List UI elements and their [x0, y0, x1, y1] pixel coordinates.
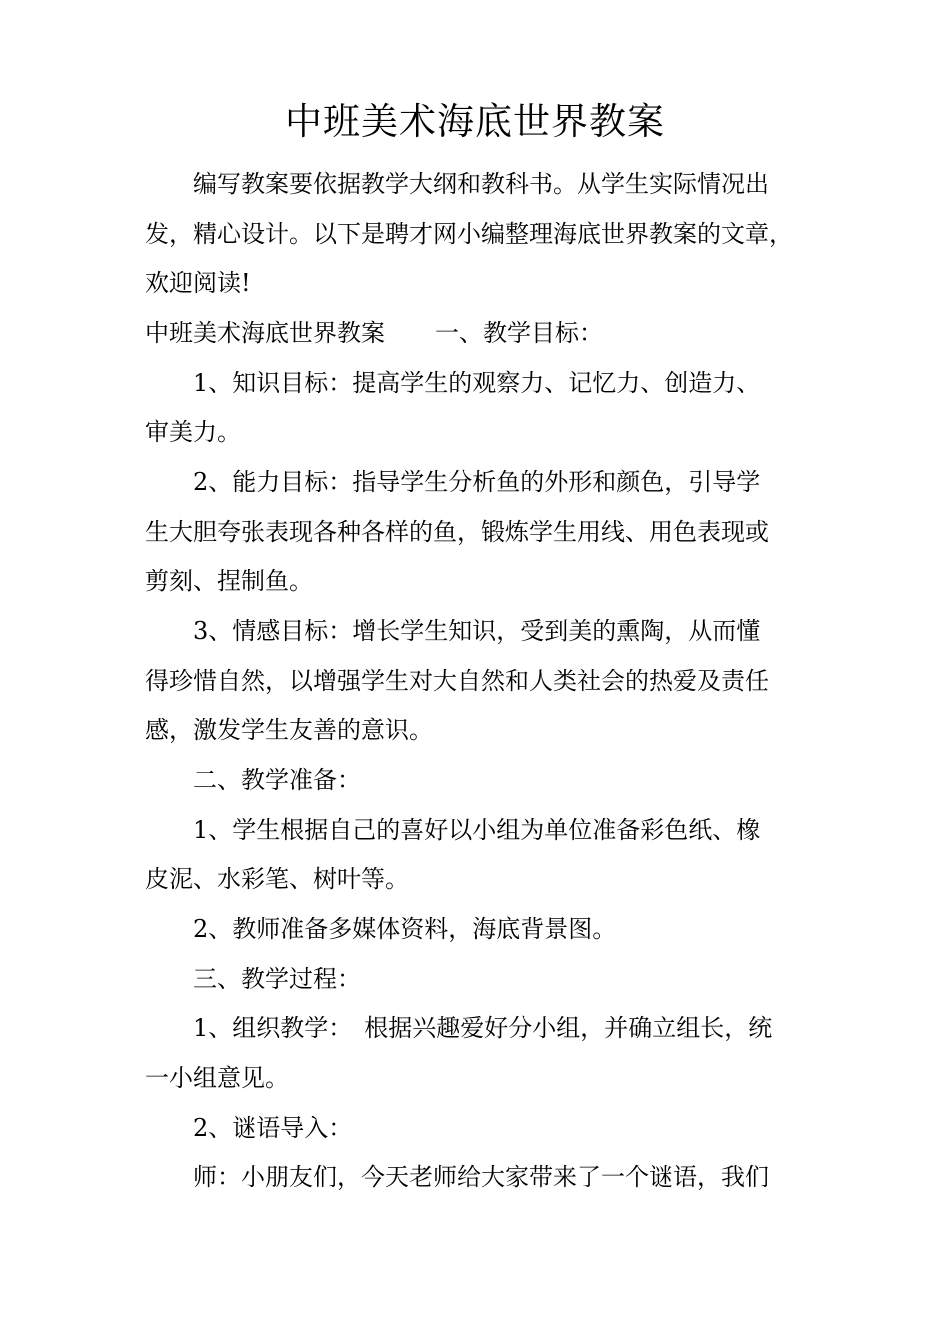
- paragraph-line: 2、能力目标：指导学生分析鱼的外形和颜色，引导学: [193, 468, 761, 496]
- section-heading: 二、教学准备：: [193, 766, 361, 794]
- paragraph-line: 3、情感目标：增长学生知识，受到美的熏陶，从而懂: [193, 617, 761, 645]
- section-heading: 三、教学过程：: [193, 965, 361, 993]
- paragraph-line: 2、谜语导入：: [193, 1114, 353, 1142]
- paragraph-line: 感，激发学生友善的意识。: [145, 716, 433, 744]
- paragraph-line: 2、教师准备多媒体资料，海底背景图。: [193, 915, 617, 943]
- paragraph-line: 一小组意见。: [145, 1064, 289, 1092]
- section-heading: 一、教学目标：: [435, 319, 603, 347]
- inline-title: 中班美术海底世界教案: [145, 319, 385, 347]
- paragraph-line: 编写教案要依据教学大纲和教科书。从学生实际情况出: [193, 170, 769, 198]
- paragraph-line: 1、学生根据自己的喜好以小组为单位准备彩色纸、橡: [193, 816, 761, 844]
- paragraph-line: 欢迎阅读!: [145, 269, 251, 297]
- document-title: 中班美术海底世界教案: [285, 100, 665, 143]
- paragraph-line: 得珍惜自然，以增强学生对大自然和人类社会的热爱及责任: [145, 667, 769, 695]
- section-heading-line: [145, 316, 603, 350]
- step-label: 1、组织教学：: [193, 1014, 353, 1042]
- paragraph-line: 审美力。: [145, 418, 241, 446]
- paragraph-line: 师：小朋友们，今天老师给大家带来了一个谜语，我们: [193, 1163, 769, 1191]
- paragraph-line: [193, 1011, 772, 1045]
- paragraph-line: 剪刻、捏制鱼。: [145, 567, 313, 595]
- paragraph-line: 生大胆夸张表现各种各样的鱼，锻炼学生用线、用色表现或: [145, 518, 769, 546]
- paragraph-line: 皮泥、水彩笔、树叶等。: [145, 865, 409, 893]
- paragraph-line: 1、知识目标：提高学生的观察力、记忆力、创造力、: [193, 369, 761, 397]
- step-text: 根据兴趣爱好分小组，并确立组长，统: [364, 1014, 773, 1042]
- paragraph-line: 发，精心设计。以下是聘才网小编整理海底世界教案的文章，: [145, 220, 793, 248]
